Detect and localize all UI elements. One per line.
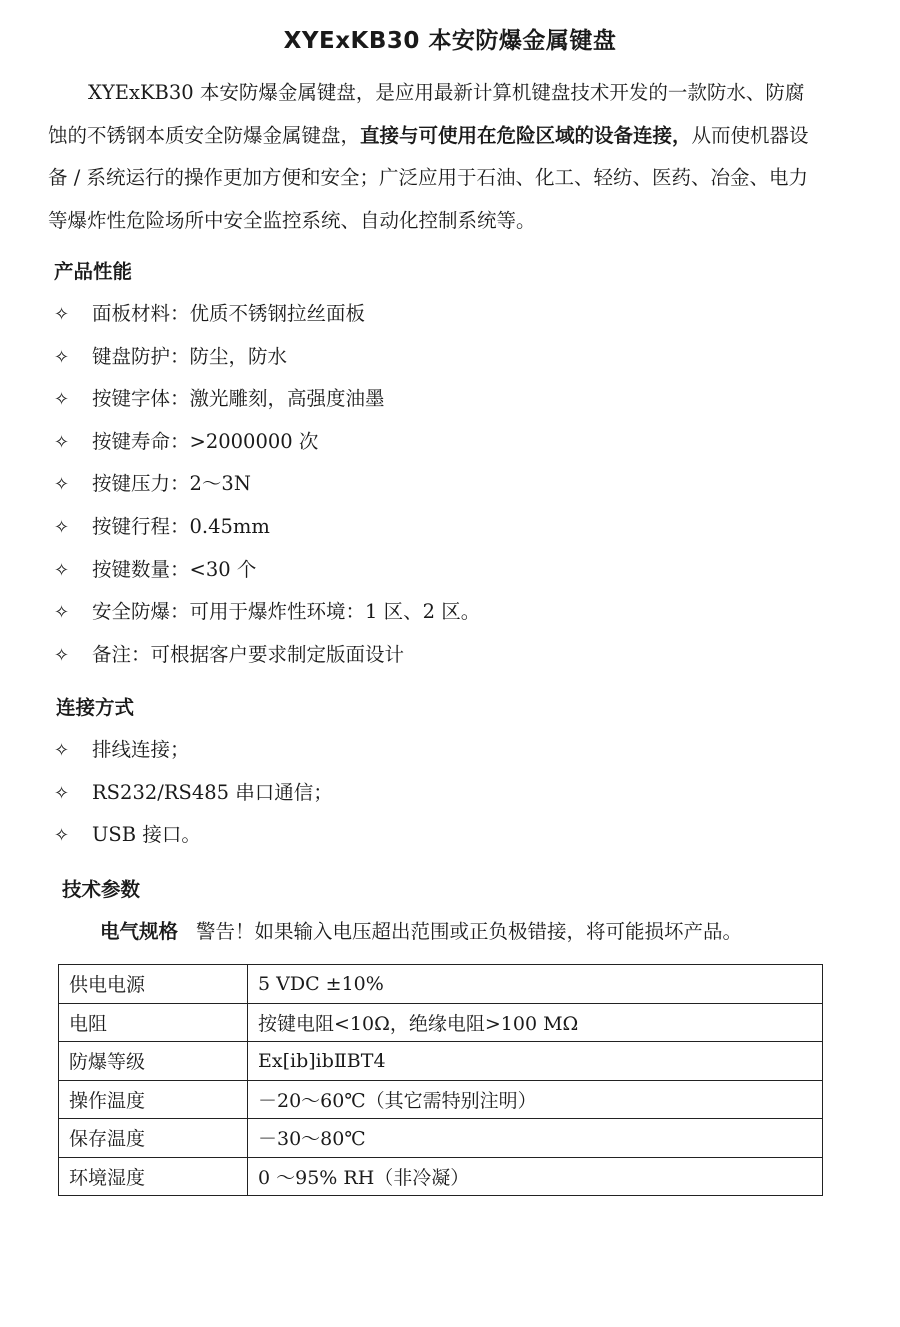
- list-item: ✧ 排线连接；: [54, 738, 190, 761]
- connection-heading: 连接方式: [56, 696, 135, 719]
- performance-list: [54, 298, 480, 681]
- intro-text-2: 从而使机器设备 / 系统运行的操作更加方便和安全；广泛应用于石油、化工、轻纺、医药、冶金、电力等爆炸性危险场所中安全监控系统、自动化控制系统等。: [48, 123, 809, 232]
- spec-name: 电阻: [59, 1003, 248, 1042]
- list-item: ✧ 按键压力：2～3N: [54, 472, 251, 496]
- intro-paragraph: [48, 72, 818, 242]
- spec-value: －20～60℃（其它需特别注明）: [248, 1080, 823, 1119]
- bullet-icon: ✧: [54, 516, 70, 538]
- list-item: ✧ 按键字体：激光雕刻，高强度油墨: [54, 387, 385, 411]
- bullet-icon: ✧: [54, 474, 70, 496]
- spec-table: [58, 964, 823, 1196]
- list-item: ✧ 键盘防护：防尘，防水: [54, 344, 288, 368]
- bullet-icon: ✧: [54, 346, 70, 368]
- list-item: ✧ RS232/RS485 串口通信；: [54, 780, 333, 804]
- table-row: [59, 1080, 823, 1119]
- specs-heading: 技术参数: [62, 878, 141, 901]
- spec-name: 供电电源: [59, 965, 248, 1004]
- spec-name: 保存温度: [59, 1119, 248, 1158]
- list-item: ✧ 按键行程：0.45mm: [54, 514, 270, 538]
- spec-value: 5 VDC ±10%: [248, 965, 823, 1004]
- list-item: ✧ 面板材料：优质不锈钢拉丝面板: [54, 302, 366, 325]
- spec-name: 环境湿度: [59, 1157, 248, 1196]
- electrical-label: 电气规格: [100, 920, 179, 943]
- bullet-icon: ✧: [54, 782, 70, 804]
- list-item: ✧ 按键寿命：>2000000 次: [54, 429, 319, 453]
- spec-value: 0 ～95% RH（非冷凝）: [248, 1157, 823, 1196]
- bullet-icon: ✧: [54, 431, 70, 453]
- bullet-icon: ✧: [54, 559, 70, 581]
- table-row: [59, 1003, 823, 1042]
- bullet-icon: ✧: [54, 825, 70, 847]
- connection-list: [54, 734, 333, 862]
- spec-value: －30～80℃: [248, 1119, 823, 1158]
- spec-value: 按键电阻<10Ω，绝缘电阻>100 MΩ: [248, 1003, 823, 1042]
- table-row: [59, 965, 823, 1004]
- intro-text-1: XYExKB30 本安防爆金属键盘，是应用最新计算机键盘技术开发的一款防水、防腐蚀的不锈钢本质安全防爆金属键盘，: [48, 81, 805, 147]
- spec-name: 防爆等级: [59, 1042, 248, 1081]
- table-row: [59, 1042, 823, 1081]
- bullet-icon: ✧: [54, 644, 70, 666]
- table-row: [59, 1119, 823, 1158]
- bullet-icon: ✧: [54, 389, 70, 411]
- electrical-warning: [100, 916, 742, 944]
- list-item: ✧ 按键数量：<30 个: [54, 557, 257, 581]
- spec-value: Ex[ib]ibⅡBT4: [248, 1042, 823, 1081]
- list-item: ✧ USB 接口。: [54, 823, 201, 847]
- table-row: [59, 1157, 823, 1196]
- document-title: XYExKB30 本安防爆金属键盘: [283, 28, 617, 54]
- spec-name: 操作温度: [59, 1080, 248, 1119]
- performance-heading: 产品性能: [54, 260, 133, 283]
- bullet-icon: ✧: [54, 304, 70, 325]
- bullet-icon: ✧: [54, 740, 70, 761]
- warning-text: 警告！如果输入电压超出范围或正负极错接，将可能损坏产品。: [196, 920, 743, 943]
- list-item: ✧ 安全防爆：可用于爆炸性环境：1 区、2 区。: [54, 600, 481, 624]
- bullet-icon: ✧: [54, 602, 70, 624]
- intro-emphasis: 直接与可使用在危险区域的设备连接，: [360, 123, 692, 147]
- list-item: ✧ 备注：可根据客户要求制定版面设计: [54, 642, 405, 666]
